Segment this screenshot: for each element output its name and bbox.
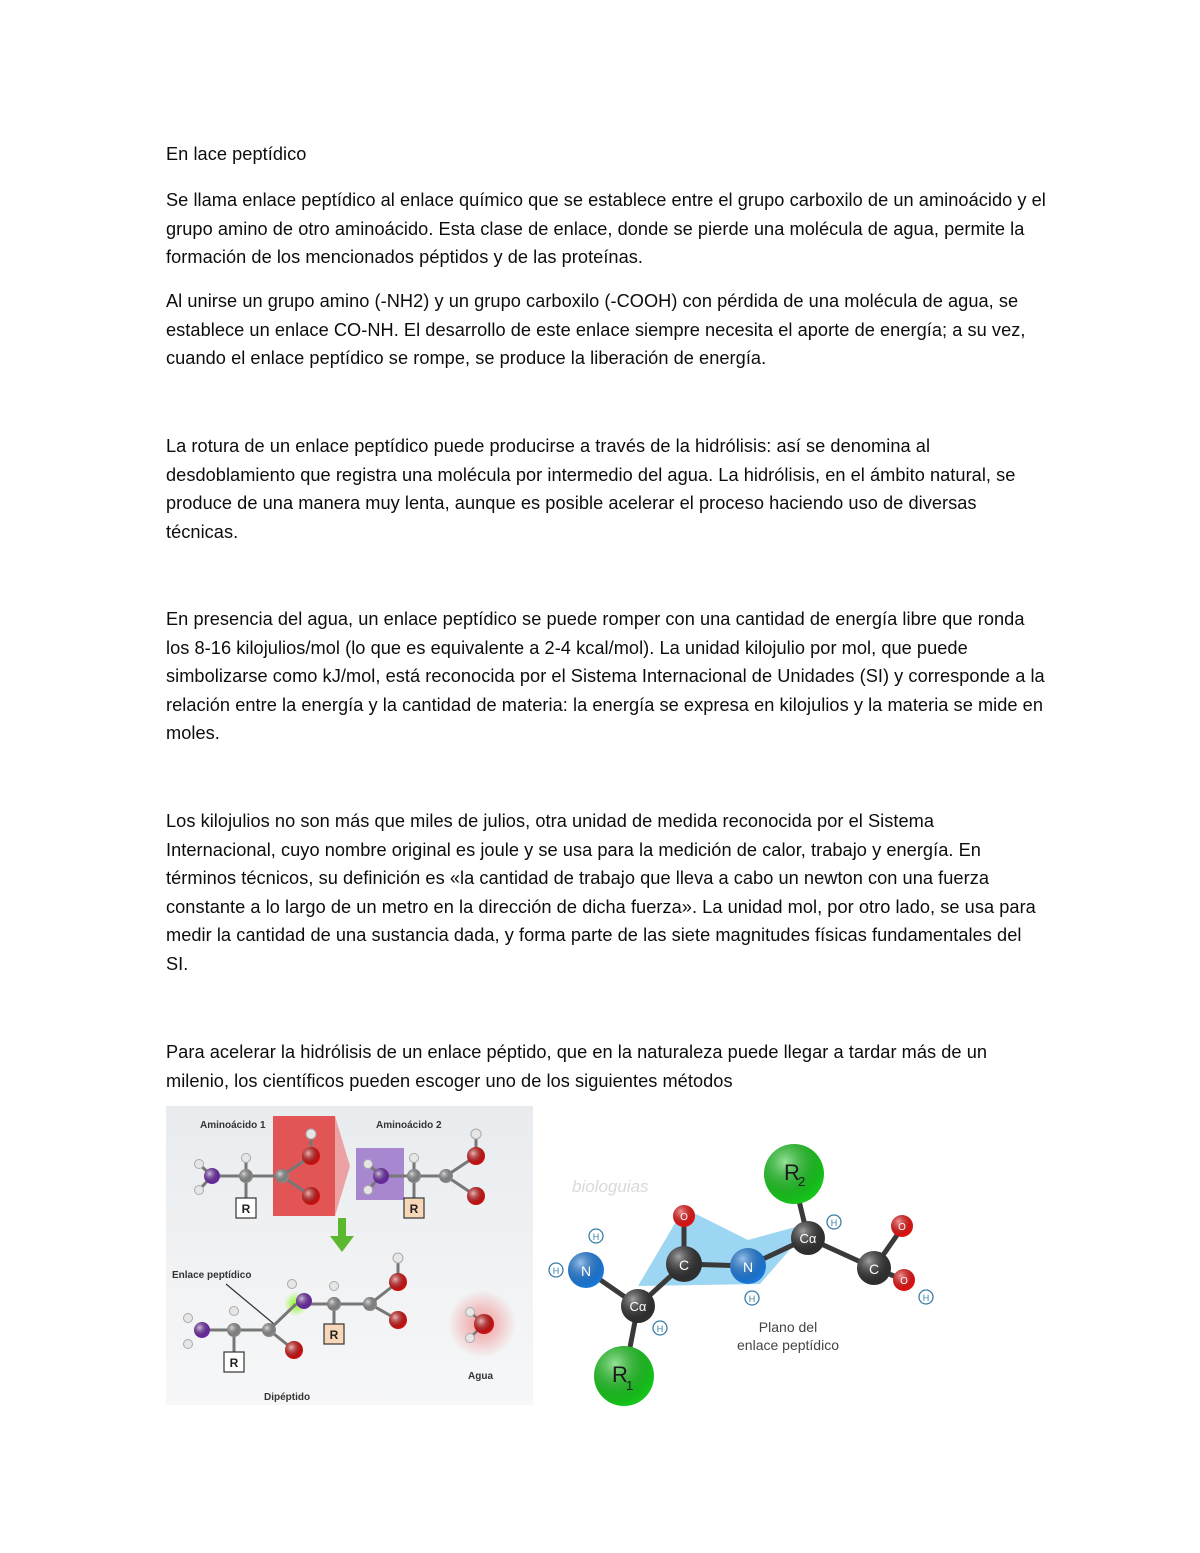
- label-water: Agua: [468, 1371, 493, 1382]
- paragraph-6: Para acelerar la hidrólisis de un enlace péptido, que en la naturaleza puede llegar a tardar más de un milenio, los científicos pueden escoger uno de los siguientes métodos: [166, 1042, 988, 1091]
- watermark: biologuias: [572, 1177, 649, 1196]
- svg-text:R: R: [329, 1328, 339, 1342]
- svg-text:2: 2: [798, 1174, 806, 1189]
- document-title: En lace peptídico: [166, 144, 307, 164]
- paragraph-4: En presencia del agua, un enlace peptídico se puede romper con una cantidad de energía libre que ronda los 8-16 kilojulios/mol (lo que es equivalente a 2-4 kcal/mol). La unidad kilojulio por mol, que puede simbolizarse como kJ/mol, está reconocida por el Sistema Internacional de Unidades (SI) y corresponde a la relación entre la energía y la cantidad de materia: la energía se expresa en kilojulios y la materia se mide en moles.: [166, 609, 1045, 744]
- svg-text:C: C: [868, 1261, 880, 1277]
- svg-text:C: C: [678, 1257, 690, 1273]
- peptide-bond-formation-figure: [166, 1106, 533, 1405]
- peptide-plane-figure: [538, 1110, 948, 1406]
- svg-text:O: O: [898, 1222, 906, 1233]
- svg-text:R: R: [409, 1202, 419, 1216]
- paragraph-1: Se llama enlace peptídico al enlace químico que se establece entre el grupo carboxilo de un aminoácido y el grupo amino de otro aminoácido. Esta clase de enlace, donde se pierde una molécula de agua, permite la formación de los mencionados péptidos y de las proteínas.: [166, 190, 1046, 268]
- svg-text:H: H: [552, 1266, 560, 1276]
- label-peptide-bond: Enlace peptídico: [172, 1270, 252, 1281]
- svg-text:R: R: [784, 1160, 800, 1185]
- svg-text:R: R: [229, 1356, 239, 1370]
- svg-text:N: N: [580, 1263, 592, 1279]
- svg-text:H: H: [656, 1324, 664, 1334]
- svg-text:1: 1: [626, 1378, 634, 1393]
- label-dipeptide: Dipéptido: [264, 1392, 311, 1403]
- svg-text:Cα: Cα: [799, 1231, 817, 1246]
- svg-text:R: R: [612, 1362, 628, 1387]
- svg-text:Cα: Cα: [629, 1299, 647, 1314]
- svg-text:H: H: [922, 1293, 930, 1303]
- svg-text:H: H: [748, 1294, 756, 1304]
- plane-label-line-1: Plano del: [758, 1319, 818, 1335]
- label-aminoacid-2: Aminoácido 2: [376, 1120, 442, 1131]
- paragraph-2: Al unirse un grupo amino (-NH2) y un grupo carboxilo (-COOH) con pérdida de una molécula de agua, se establece un enlace CO-NH. El desarrollo de este enlace siempre necesita el aporte de energía; a su vez, cuando el enlace peptídico se rompe, se produce la liberación de energía.: [166, 291, 1026, 369]
- paragraph-3: La rotura de un enlace peptídico puede producirse a través de la hidrólisis: así se denomina al desdoblamiento que registra una molécula por intermedio del agua. La hidrólisis, en el ámbito natural, se produce de una manera muy lenta, aunque es posible acelerar el proceso haciendo uso de diversas técnicas.: [166, 436, 1016, 542]
- svg-text:H: H: [830, 1218, 838, 1228]
- svg-text:R: R: [241, 1202, 251, 1216]
- svg-text:H: H: [592, 1232, 600, 1242]
- label-aminoacid-1: Aminoácido 1: [200, 1120, 266, 1131]
- svg-text:O: O: [900, 1276, 908, 1287]
- svg-text:O: O: [680, 1212, 688, 1223]
- svg-text:N: N: [742, 1259, 754, 1275]
- paragraph-5: Los kilojulios no son más que miles de julios, otra unidad de medida reconocida por el Sistema Internacional, cuyo nombre original es joule y se usa para la medición de calor, trabajo y energía. En términos técnicos, su definición es «la cantidad de trabajo que lleva a cabo un newton con una fuerza constante a lo largo de un metro en la dirección de dicha fuerza». La unidad mol, por otro lado, se usa para medir la cantidad de una sustancia dada, y forma parte de las siete magnitudes físicas fundamentales del SI.: [166, 811, 1036, 974]
- plane-label-line-2: enlace peptídico: [737, 1337, 839, 1353]
